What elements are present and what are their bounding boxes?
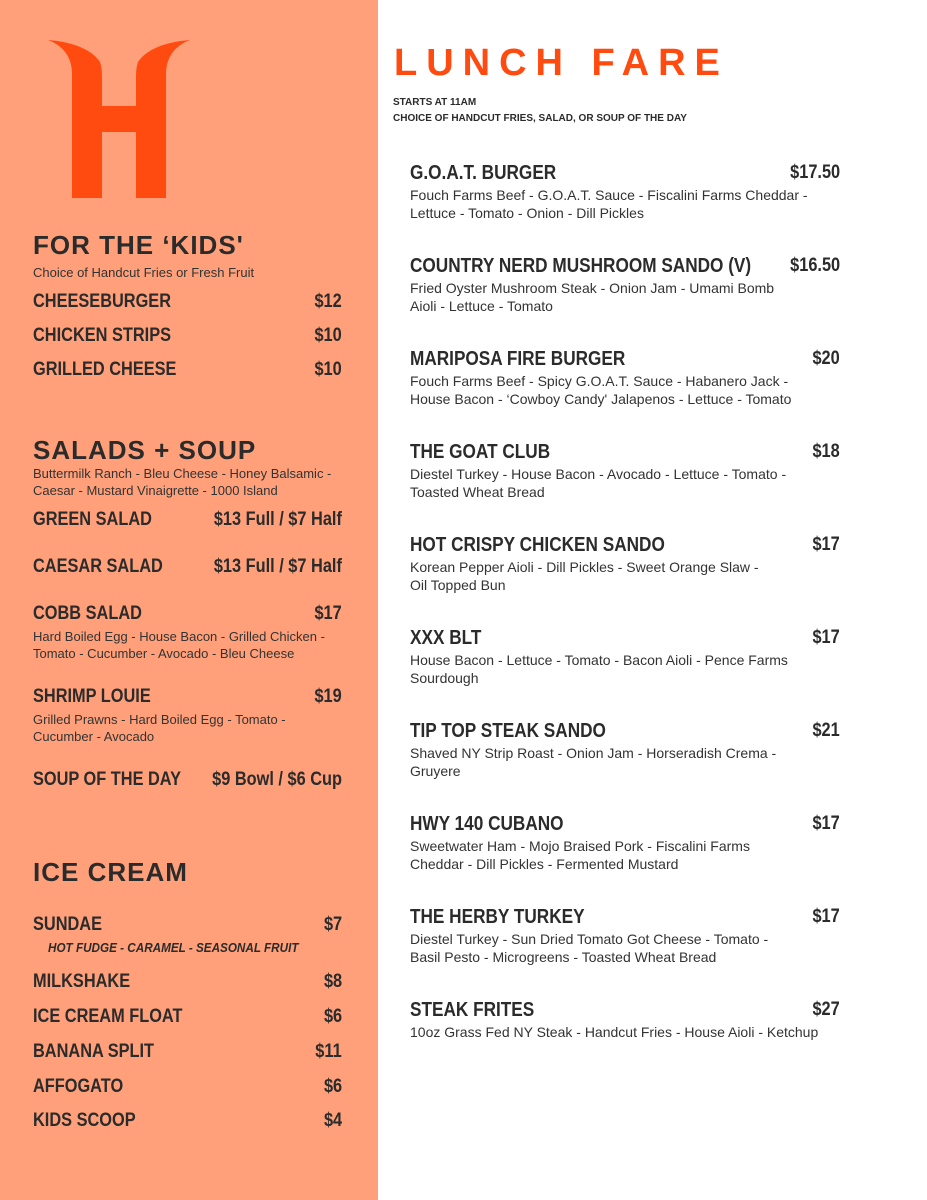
salad-item-desc: Hard Boiled Egg - House Bacon - Grilled Chicken - Tomato - Cucumber - Avocado - Bleu Cheese — [33, 629, 325, 661]
right-panel — [378, 0, 927, 1200]
lunch-sides-note: CHOICE OF HANDCUT FRIES, SALAD, OR SOUP OF THE DAY — [393, 113, 687, 124]
lunch-item-desc: Sweetwater Ham - Mojo Braised Pork - Fiscalini Farms Cheddar - Dill Pickles - Fermented Mustard — [410, 838, 750, 872]
lunch-item-name: MARIPOSA FIRE BURGER — [410, 348, 626, 370]
kids-item-name: CHICKEN STRIPS — [33, 325, 172, 346]
salad-item-name: COBB SALAD — [33, 603, 142, 624]
lunch-item-desc: Korean Pepper Aioli - Dill Pickles - Sweet Orange Slaw - Oil Topped Bun — [410, 559, 759, 593]
lunch-item-price: $17 — [812, 534, 840, 555]
lunch-item-desc: Fried Oyster Mushroom Steak - Onion Jam - Umami Bomb Aioli - Lettuce - Tomato — [410, 280, 775, 314]
lunch-item-name: XXX BLT — [410, 627, 482, 649]
salad-item-name: GREEN SALAD — [33, 509, 152, 530]
lunch-item-price: $16.50 — [790, 255, 840, 276]
lunch-item-desc: Fouch Farms Beef - Spicy G.O.A.T. Sauce - Habanero Jack - House Bacon - ‘Cowboy Candy' Jalapenos - Lettuce - Tomato — [410, 373, 792, 407]
sundae-toppings-note: HOT FUDGE - CARAMEL - SEASONAL FRUIT — [48, 940, 299, 955]
salad-item-price: $9 Bowl / $6 Cup — [212, 769, 342, 790]
kids-subtitle: Choice of Handcut Fries or Fresh Fruit — [33, 265, 255, 280]
ice-cream-item-name: SUNDAE — [33, 914, 103, 935]
kids-heading: FOR THE ‘KIDS' — [33, 230, 244, 260]
salad-item-price: $13 Full / $7 Half — [213, 556, 342, 577]
lunch-item-name: HOT CRISPY CHICKEN SANDO — [410, 534, 665, 556]
ice-cream-item-price: $4 — [323, 1110, 342, 1131]
lunch-item-desc: House Bacon - Lettuce - Tomato - Bacon Aioli - Pence Farms Sourdough — [410, 652, 788, 686]
kids-item-price: $12 — [314, 291, 342, 312]
kids-item-price: $10 — [314, 359, 342, 380]
lunch-item-desc: Fouch Farms Beef - G.O.A.T. Sauce - Fiscalini Farms Cheddar - Lettuce - Tomato - Onion - Dill Pickles — [410, 187, 808, 221]
lunch-item-price: $17 — [812, 627, 840, 648]
lunch-item-price: $21 — [812, 720, 840, 741]
lunch-item-name: TIP TOP STEAK SANDO — [410, 720, 606, 742]
salad-item-name: SHRIMP LOUIE — [33, 686, 151, 707]
lunch-item-price: $18 — [812, 441, 840, 462]
ice-cream-item-name: KIDS SCOOP — [33, 1110, 136, 1131]
kids-item-name: GRILLED CHEESE — [33, 359, 177, 380]
salad-item-name: CAESAR SALAD — [33, 556, 163, 577]
ice-cream-item-name: AFFOGATO — [33, 1076, 124, 1097]
lunch-item-name: HWY 140 CUBANO — [410, 813, 564, 835]
lunch-item-price: $27 — [812, 999, 840, 1020]
salad-item-price: $13 Full / $7 Half — [213, 509, 342, 530]
ice-cream-item-name: MILKSHAKE — [33, 971, 131, 992]
kids-item-price: $10 — [314, 325, 342, 346]
lunch-item-price: $17 — [812, 813, 840, 834]
lunch-item-price: $20 — [812, 348, 840, 369]
left-panel — [0, 0, 378, 1200]
lunch-item-desc: Diestel Turkey - Sun Dried Tomato Got Cheese - Tomato - Basil Pesto - Microgreens - Toasted Wheat Bread — [410, 931, 769, 965]
ice-cream-item-price: $11 — [315, 1041, 342, 1062]
lunch-item-name: THE GOAT CLUB — [410, 441, 551, 463]
salads-subtitle: Buttermilk Ranch - Bleu Cheese - Honey Balsamic - Caesar - Mustard Vinaigrette - 1000 Island — [33, 466, 332, 498]
ice-cream-item-price: $6 — [323, 1006, 342, 1027]
salad-item-price: $17 — [314, 603, 342, 624]
ice-cream-heading: ICE CREAM — [33, 857, 188, 887]
lunch-item-name: THE HERBY TURKEY — [410, 906, 585, 928]
lunch-item-price: $17.50 — [790, 162, 840, 183]
ice-cream-item-price: $7 — [323, 914, 342, 935]
lunch-item-desc: Shaved NY Strip Roast - Onion Jam - Horseradish Crema - Gruyere — [410, 745, 777, 779]
ice-cream-item-price: $8 — [323, 971, 342, 992]
lunch-item-name: G.O.A.T. BURGER — [410, 162, 557, 184]
lunch-title: LUNCH FARE — [394, 42, 729, 84]
salad-item-price: $19 — [314, 686, 342, 707]
kids-item-name: CHEESEBURGER — [33, 291, 172, 312]
ice-cream-item-price: $6 — [323, 1076, 342, 1097]
salads-heading: SALADS + SOUP — [33, 435, 257, 465]
lunch-item-desc: Diestel Turkey - House Bacon - Avocado - Lettuce - Tomato - Toasted Wheat Bread — [410, 466, 787, 500]
lunch-start-time: STARTS AT 11AM — [393, 97, 477, 108]
lunch-item-name: STEAK FRITES — [410, 999, 535, 1021]
salad-item-name: SOUP OF THE DAY — [33, 769, 182, 790]
h-logo-icon — [48, 40, 190, 200]
ice-cream-item-name: ICE CREAM FLOAT — [33, 1006, 183, 1027]
lunch-item-price: $17 — [812, 906, 840, 927]
ice-cream-item-name: BANANA SPLIT — [33, 1041, 155, 1062]
salad-item-desc: Grilled Prawns - Hard Boiled Egg - Tomato - Cucumber - Avocado — [33, 712, 286, 744]
lunch-item-desc: 10oz Grass Fed NY Steak - Handcut Fries - House Aioli - Ketchup — [410, 1024, 819, 1040]
lunch-item-name: COUNTRY NERD MUSHROOM SANDO (V) — [410, 255, 752, 277]
